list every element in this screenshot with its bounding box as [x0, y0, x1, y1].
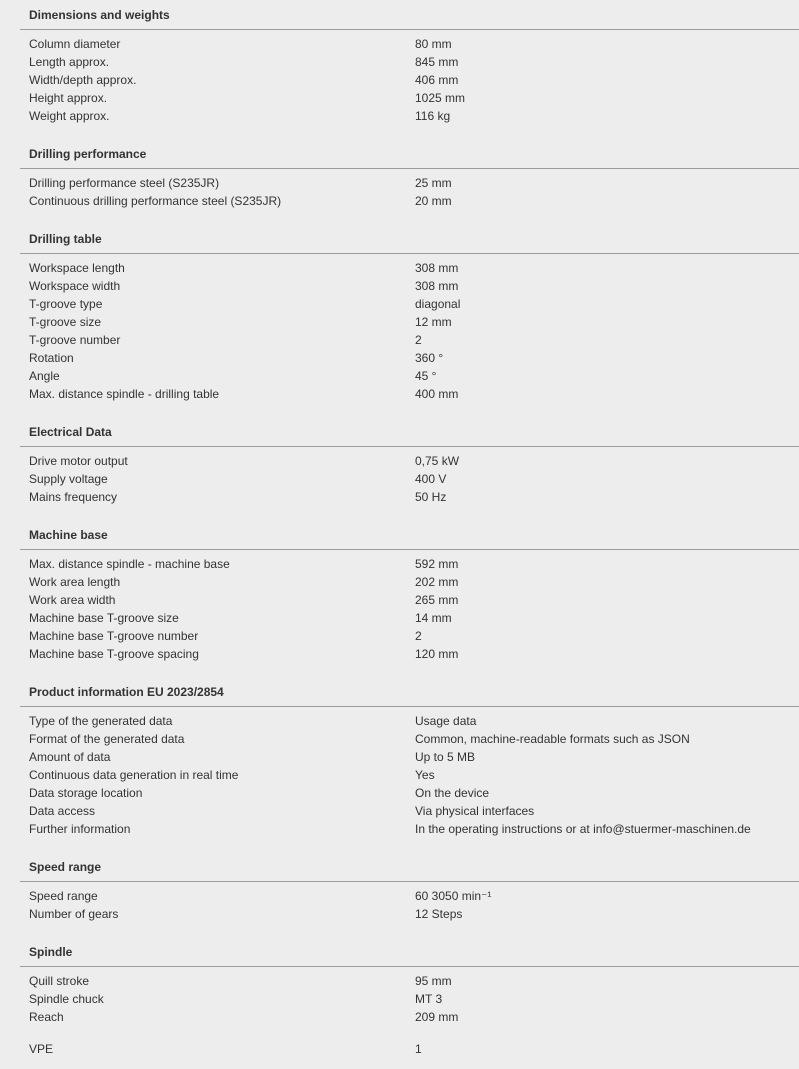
spec-value: 80 mm [415, 37, 452, 51]
spec-value: 400 mm [415, 387, 459, 401]
spec-value: 400 V [415, 472, 447, 486]
section-drilling-performance [0, 139, 799, 224]
spec-value: Yes [415, 768, 435, 782]
section-spindle [0, 937, 799, 1040]
vpe-row [0, 1040, 799, 1058]
spec-label: Length approx. [29, 55, 110, 69]
spec-value: 1025 mm [415, 91, 466, 105]
spec-row [0, 331, 799, 349]
spec-label: T-groove type [29, 297, 103, 311]
spec-row [0, 972, 799, 990]
spec-row [0, 887, 799, 905]
spec-label: Type of the generated data [29, 714, 173, 728]
spec-row [0, 488, 799, 506]
spec-row [0, 645, 799, 663]
spec-row [0, 89, 799, 107]
spec-row [0, 802, 799, 820]
section-title: Electrical Data [20, 417, 799, 447]
section-title: Drilling table [20, 224, 799, 254]
spec-label: Amount of data [29, 750, 111, 764]
spec-value: 2 [415, 629, 422, 643]
spec-row [0, 385, 799, 403]
spec-label: Reach [29, 1010, 64, 1024]
vpe-value: 1 [415, 1042, 422, 1056]
spec-value: Usage data [415, 714, 477, 728]
section-dimensions-and-weights [0, 0, 799, 139]
spec-value: 12 Steps [415, 907, 463, 921]
spec-label: Speed range [29, 889, 98, 903]
spec-row [0, 192, 799, 210]
spec-value: 116 kg [415, 109, 451, 123]
spec-value: 845 mm [415, 55, 459, 69]
spec-row [0, 1008, 799, 1026]
spec-label: Number of gears [29, 907, 119, 921]
spec-row [0, 367, 799, 385]
spec-label: Further information [29, 822, 131, 836]
spec-label: Format of the generated data [29, 732, 185, 746]
spec-label: Max. distance spindle - machine base [29, 557, 230, 571]
spec-value: MT 3 [415, 992, 443, 1006]
spec-value: 45 ° [415, 369, 437, 383]
spec-row [0, 730, 799, 748]
spec-value: 20 mm [415, 194, 452, 208]
spec-value: 60 3050 min⁻¹ [415, 889, 492, 903]
spec-label: Work area length [29, 575, 121, 589]
section-speed-range [0, 852, 799, 937]
spec-row [0, 609, 799, 627]
spec-label: Weight approx. [29, 109, 110, 123]
spec-row [0, 820, 799, 838]
spec-value: 120 mm [415, 647, 459, 661]
spec-value: 12 mm [415, 315, 452, 329]
spec-value: On the device [415, 786, 490, 800]
spec-row [0, 174, 799, 192]
spec-row [0, 53, 799, 71]
section-product-information [0, 677, 799, 852]
spec-row [0, 259, 799, 277]
spec-label: Continuous data generation in real time [29, 768, 239, 782]
spec-row [0, 470, 799, 488]
spec-label: Supply voltage [29, 472, 108, 486]
section-title: Spindle [20, 937, 799, 967]
spec-row [0, 784, 799, 802]
spec-value: 308 mm [415, 261, 459, 275]
spec-label: Workspace length [29, 261, 125, 275]
spec-value: 95 mm [415, 974, 452, 988]
spec-value: 202 mm [415, 575, 459, 589]
spec-row [0, 71, 799, 89]
spec-label: Workspace width [29, 279, 121, 293]
spec-label: Angle [29, 369, 60, 383]
section-title: Machine base [20, 520, 799, 550]
spec-label: Height approx. [29, 91, 108, 105]
spec-label: Rotation [29, 351, 74, 365]
section-title: Drilling performance [20, 139, 799, 169]
spec-row [0, 712, 799, 730]
spec-label: Column diameter [29, 37, 121, 51]
spec-label: Spindle chuck [29, 992, 104, 1006]
spec-value: 14 mm [415, 611, 452, 625]
spec-value-email: In the operating instructions or at info@stuermer-maschinen.de [415, 822, 751, 836]
spec-row [0, 905, 799, 923]
spec-value: 406 mm [415, 73, 459, 87]
spec-row [0, 990, 799, 1008]
spec-label: T-groove size [29, 315, 102, 329]
spec-row [0, 627, 799, 645]
spec-value: 2 [415, 333, 422, 347]
spec-value: 209 mm [415, 1010, 459, 1024]
spec-value: 0,75 kW [415, 454, 460, 468]
spec-value: Common, machine-readable formats such as JSON [415, 732, 690, 746]
spec-value: diagonal [415, 297, 461, 311]
spec-label: Work area width [29, 593, 116, 607]
spec-row [0, 277, 799, 295]
spec-row [0, 591, 799, 609]
spec-label: Width/depth approx. [29, 73, 137, 87]
spec-value: Up to 5 MB [415, 750, 476, 764]
spec-row [0, 555, 799, 573]
spec-row [0, 349, 799, 367]
spec-row [0, 35, 799, 53]
spec-value: 592 mm [415, 557, 459, 571]
spec-row [0, 295, 799, 313]
spec-label: Quill stroke [29, 974, 90, 988]
spec-value: 25 mm [415, 176, 452, 190]
spec-value: 50 Hz [415, 490, 447, 504]
spec-label: Continuous drilling performance steel (S235JR) [29, 194, 282, 208]
section-title: Speed range [20, 852, 799, 882]
spec-row [0, 452, 799, 470]
vpe-label: VPE [29, 1042, 54, 1056]
spec-value: 265 mm [415, 593, 459, 607]
section-title: Dimensions and weights [20, 0, 799, 30]
spec-row [0, 766, 799, 784]
spec-value: 360 ° [415, 351, 444, 365]
spec-label: Machine base T-groove spacing [29, 647, 199, 661]
spec-label: Drive motor output [29, 454, 128, 468]
spec-row [0, 313, 799, 331]
spec-row [0, 748, 799, 766]
spec-value: 308 mm [415, 279, 459, 293]
spec-label: Mains frequency [29, 490, 118, 504]
spec-row [0, 107, 799, 125]
spec-label: Machine base T-groove size [29, 611, 179, 625]
spec-label: Drilling performance steel (S235JR) [29, 176, 220, 190]
section-drilling-table [0, 224, 799, 417]
spec-label: Max. distance spindle - drilling table [29, 387, 220, 401]
spec-label: T-groove number [29, 333, 121, 347]
section-machine-base [0, 520, 799, 677]
spec-label: Machine base T-groove number [29, 629, 199, 643]
spec-label: Data access [29, 804, 96, 818]
section-electrical-data [0, 417, 799, 520]
spec-row [0, 573, 799, 591]
spec-value: Via physical interfaces [415, 804, 535, 818]
spec-label: Data storage location [29, 786, 143, 800]
section-title: Product information EU 2023/2854 [20, 677, 799, 707]
